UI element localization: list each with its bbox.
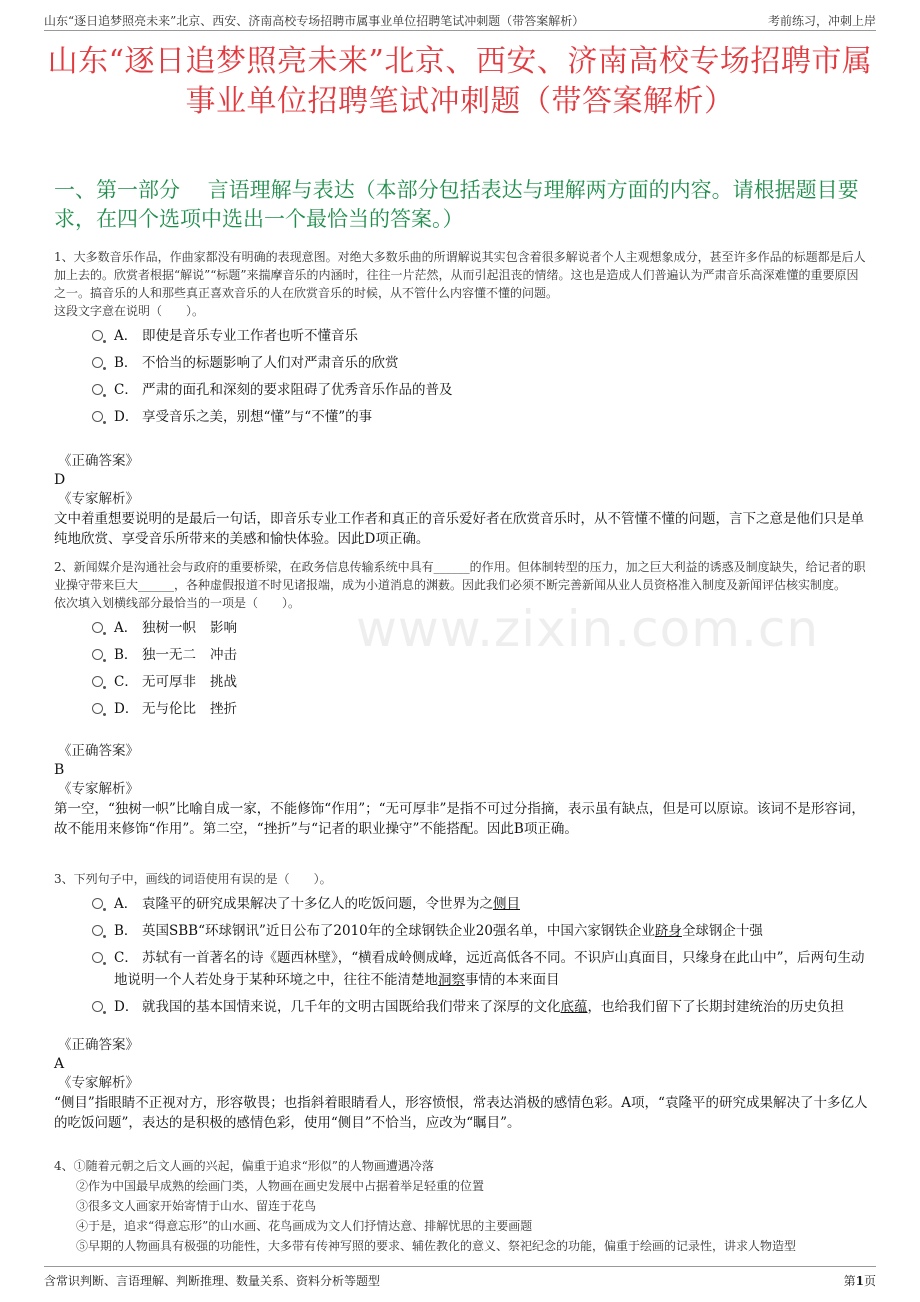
option-c[interactable]: C． 无可厚非 挑战 bbox=[92, 671, 868, 693]
radio-icon[interactable] bbox=[92, 384, 103, 395]
underlined-word: 洞察 bbox=[438, 972, 465, 988]
answer-label: 《正确答案》 bbox=[58, 1037, 139, 1053]
analysis-text: 第一空，“独树一帜”比喻自成一家，不能修饰“作用”；“无可厚非”是指不可过分指摘，表示虽有缺点，但是可以原谅。该词不是形容词，故不能用来修饰“作用”。第二空，“挫折”与“记者的职业操守”不能搭配。因此B项正确。 bbox=[54, 801, 865, 837]
analysis-text: 文中着重想要说明的是最后一句话，即音乐专业工作者和真正的音乐爱好者在欣赏音乐时，从不管懂不懂的问题，言下之意是他们只是单纯地欣赏、享受音乐所带来的美感和愉快体验。因此D项正确。 bbox=[54, 511, 864, 547]
watermark: www.zixin.com.cn bbox=[356, 600, 820, 658]
analysis-text: “侧目”指眼睛不正视对方，形容敬畏；也指斜着眼睛看人，形容愤恨，常表达消极的感情色彩。A项，“袁隆平的研究成果解决了十多亿人的吃饭问题”，表达的是积极的感情色彩，使用“侧目”不恰当，应改为“瞩目”。 bbox=[54, 1095, 868, 1131]
answer-value: D bbox=[54, 472, 66, 488]
page-number: 第1页 bbox=[843, 1274, 876, 1288]
section-heading: 一、第一部分 言语理解与表达（本部分包括表达与理解两方面的内容。请根据题目要求，在四个选项中选出一个最恰当的答案。） bbox=[54, 178, 859, 231]
underlined-word: 底蕴 bbox=[560, 999, 588, 1015]
option-c[interactable]: C． 严肃的面孔和深刻的要求阻碍了优秀音乐作品的普及 bbox=[92, 379, 868, 401]
option-d[interactable]: D． 无与伦比 挫折 bbox=[92, 698, 868, 720]
statement-line: 4、①随着元朝之后文人画的兴起，偏重于追求“形似”的人物画遭遇冷落 bbox=[54, 1159, 434, 1173]
answer-label: 《正确答案》 bbox=[58, 743, 139, 759]
option-d[interactable]: D． 享受音乐之美，别想“懂”与“不懂”的事 bbox=[92, 406, 868, 428]
page-footer bbox=[44, 1266, 876, 1289]
document-title bbox=[40, 42, 880, 122]
option-a[interactable]: A． 袁隆平的研究成果解决了十多亿人的吃饭问题，令世界为之侧目 bbox=[92, 893, 868, 915]
radio-icon[interactable] bbox=[92, 330, 103, 341]
radio-icon[interactable] bbox=[92, 357, 103, 368]
question-3 bbox=[54, 870, 868, 1133]
question-prompt: 依次填入划横线部分最恰当的一项是（ ）。 bbox=[54, 596, 301, 610]
radio-icon[interactable] bbox=[92, 703, 103, 714]
page-header bbox=[44, 10, 876, 31]
question-stem: 2、新闻媒介是沟通社会与政府的重要桥梁，在政务信息传输系统中具有______的作用。但体制转型的压力，加之巨大利益的诱惑及制度缺失，给记者的职业操守带来巨大______，各种虚假报道不时见诸报端，成为小道消息的渊薮。因此我们必须不断完善新闻从业人员资格准入制度及新闻评估核实制度。 bbox=[54, 560, 866, 592]
analysis-label: 《专家解析》 bbox=[58, 1075, 139, 1091]
question-stem: 1、大多数音乐作品，作曲家都没有明确的表现意图。对绝大多数乐曲的所谓解说其实包含着很多解说者个人主观想象成分，甚至许多作品的标题都是后人加上去的。欣赏者根据“解说”“标题”来揣摩音乐的内涵时，往往一片茫然，从而引起沮丧的情绪。这也是造成人们普遍认为严肃音乐高深难懂的重要原因之一。搞音乐的人和那些真正喜欢音乐的人在欣赏音乐的时候，从不管什么内容懂不懂的问题。 bbox=[54, 250, 866, 300]
underlined-word: 跻身 bbox=[654, 923, 682, 939]
option-b[interactable]: B． 不恰当的标题影响了人们对严肃音乐的欣赏 bbox=[92, 352, 868, 374]
question-2 bbox=[54, 558, 868, 839]
radio-icon[interactable] bbox=[92, 649, 103, 660]
footer-note: 含常识判断、言语理解、判断推理、数量关系、资料分析等题型 bbox=[44, 1274, 381, 1288]
radio-icon[interactable] bbox=[92, 952, 103, 963]
analysis-label: 《专家解析》 bbox=[58, 781, 139, 797]
option-c[interactable]: C． 苏轼有一首著名的诗《题西林壁》，“横看成岭侧成峰，远近高低各不同。不识庐山真面目，只缘身在此山中”，后两句生动地说明一个人若处身于某种环境之中，往往不能清楚地洞察事情的本来面目 bbox=[92, 947, 868, 991]
answer-value: A bbox=[54, 1056, 65, 1072]
radio-icon[interactable] bbox=[92, 1001, 103, 1012]
question-stem: 3、下列句子中，画线的词语使用有误的是（ ）。 bbox=[54, 872, 332, 886]
title-line-2: 事业单位招聘笔试冲刺题（带答案解析） bbox=[185, 84, 735, 119]
header-slogan: 考前练习，冲刺上岸 bbox=[767, 14, 876, 28]
question-4 bbox=[54, 1156, 868, 1256]
option-a[interactable]: A． 独树一帜 影响 bbox=[92, 617, 868, 639]
radio-icon[interactable] bbox=[92, 676, 103, 687]
underlined-word: 侧目 bbox=[493, 896, 520, 912]
radio-icon[interactable] bbox=[92, 898, 103, 909]
question-prompt: 这段文字意在说明（ ）。 bbox=[54, 304, 205, 318]
title-line-1: 山东“逐日追梦照亮未来”北京、西安、济南高校专场招聘市属 bbox=[47, 44, 873, 79]
option-b[interactable]: B． 独一无二 冲击 bbox=[92, 644, 868, 666]
statement-line: ④于是，追求“得意忘形”的山水画、花鸟画成为文人们抒情达意、排解忧思的主要画题 bbox=[76, 1219, 533, 1233]
answer-section bbox=[54, 1036, 868, 1133]
option-list bbox=[92, 893, 868, 1018]
option-d[interactable]: D． 就我国的基本国情来说，几千年的文明古国既给我们带来了深厚的文化底蕴，也给我们留下了长期封建统治的历史负担 bbox=[92, 996, 868, 1018]
statement-line: ③很多文人画家开始寄情于山水、留连于花鸟 bbox=[76, 1199, 317, 1213]
answer-label: 《正确答案》 bbox=[58, 453, 139, 469]
question-1 bbox=[54, 248, 868, 549]
analysis-label: 《专家解析》 bbox=[58, 491, 139, 507]
statement-line: ⑤早期的人物画具有极强的功能性，大多带有传神写照的要求、辅佐教化的意义、祭祀纪念的功能，偏重于绘画的记录性，讲求人物造型 bbox=[76, 1239, 797, 1253]
radio-icon[interactable] bbox=[92, 622, 103, 633]
option-list bbox=[92, 617, 868, 720]
option-list bbox=[92, 325, 868, 428]
option-b[interactable]: B． 英国SBB“环球钢讯”近日公布了2010年的全球钢铁企业20强名单，中国六家钢铁企业跻身全球钢企十强 bbox=[92, 920, 868, 942]
answer-section bbox=[54, 742, 868, 839]
header-doc-title: 山东“逐日追梦照亮未来”北京、西安、济南高校专场招聘市属事业单位招聘笔试冲刺题（带答案解析） bbox=[44, 14, 585, 28]
answer-section bbox=[54, 452, 868, 549]
answer-value: B bbox=[54, 762, 65, 778]
statement-line: ②作为中国最早成熟的绘画门类，人物画在画史发展中占据着举足轻重的位置 bbox=[76, 1179, 485, 1193]
radio-icon[interactable] bbox=[92, 925, 103, 936]
option-a[interactable]: A． 即使是音乐专业工作者也听不懂音乐 bbox=[92, 325, 868, 347]
radio-icon[interactable] bbox=[92, 411, 103, 422]
